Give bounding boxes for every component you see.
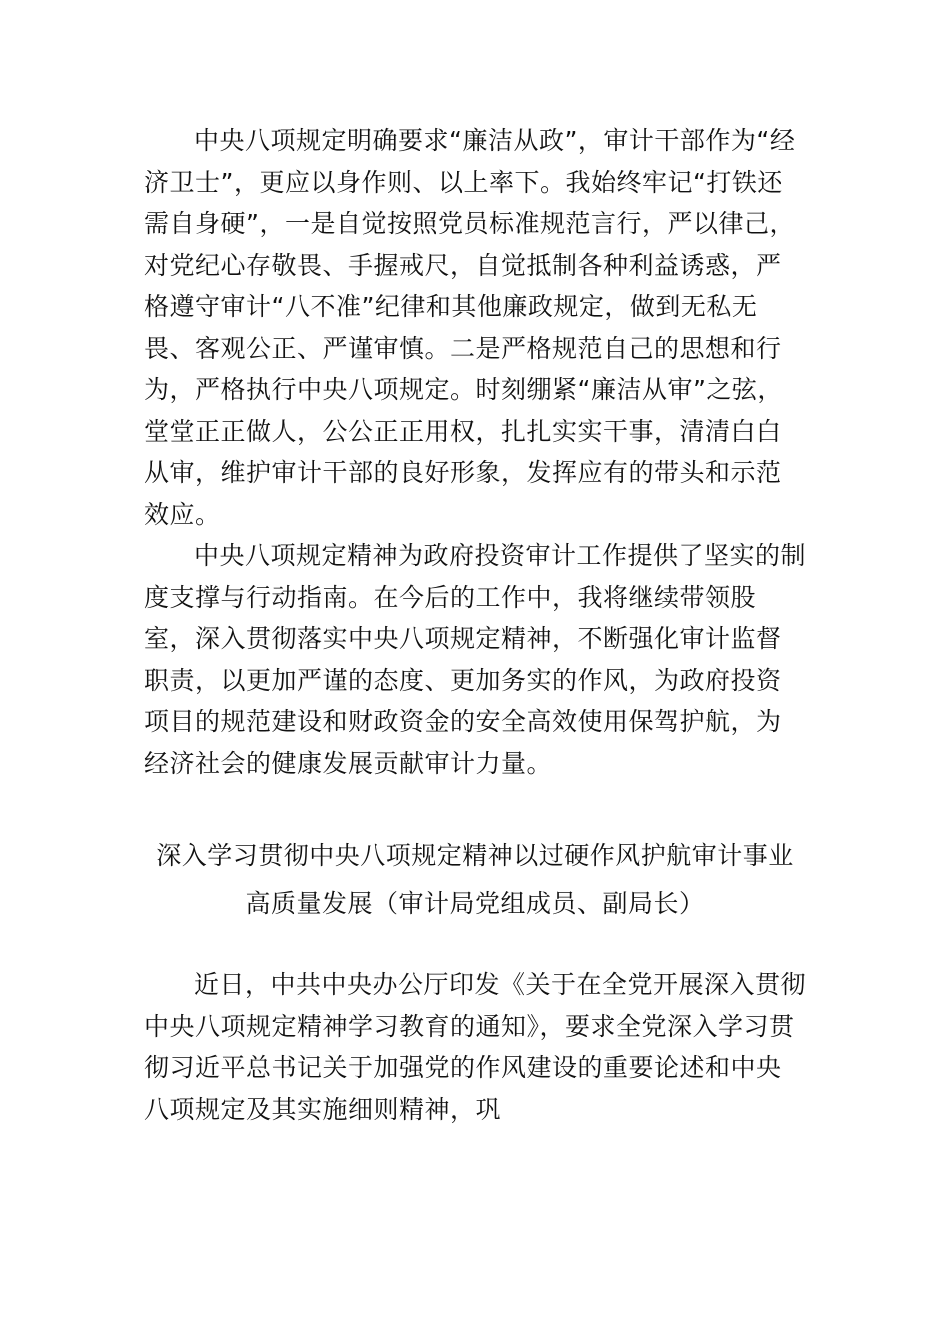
paragraph-notice: 近日，中共中央办公厅印发《关于在全党开展深入贯彻中央八项规定精神学习教育的通知》，要求全党深入学习贯彻习近平总书记关于加强党的作风建设的重要论述和中央八项规定及其实施细则精神，巩 [144, 970, 807, 1124]
spacer [144, 784, 806, 832]
paragraph-integrity: 中央八项规定明确要求“廉洁从政”，审计干部作为“经济卫士”，更应以身作则、以上率下。我始终牢记“打铁还需自身硬”，一是自觉按照党员标准规范言行，严以律己，对党纪心存敬畏、手握戒尺，自觉抵制各种利益诱惑，严格遵守审计“八不准”纪律和其他廉政规定，做到无私无畏、客观公正、严谨审慎。二是严格规范自己的思想和行为，严格执行中央八项规定。时刻绷紧“廉洁从审”之弦，堂堂正正做人，公公正正用权，扎扎实实干事，清清白白从审，维护审计干部的良好形象，发挥应有的带头和示范效应。 [144, 126, 796, 529]
paragraph-future-work: 中央八项规定精神为政府投资审计工作提供了坚实的制度支撑与行动指南。在今后的工作中，我将继续带领股室，深入贯彻落实中央八项规定精神，不断强化审计监督职责，以更加严谨的态度、更加务实的作风，为政府投资项目的规范建设和财政资金的安全高效使用保驾护航，为经济社会的健康发展贡献审计力量。 [144, 541, 807, 778]
section-heading [144, 832, 806, 928]
document-body [144, 120, 806, 1130]
spacer [144, 928, 806, 964]
section-heading-line-1: 深入学习贯彻中央八项规定精神以过硬作风护航审计事业 [156, 841, 794, 870]
section-heading-line-2: 高质量发展（审计局党组成员、副局长） [245, 889, 705, 918]
